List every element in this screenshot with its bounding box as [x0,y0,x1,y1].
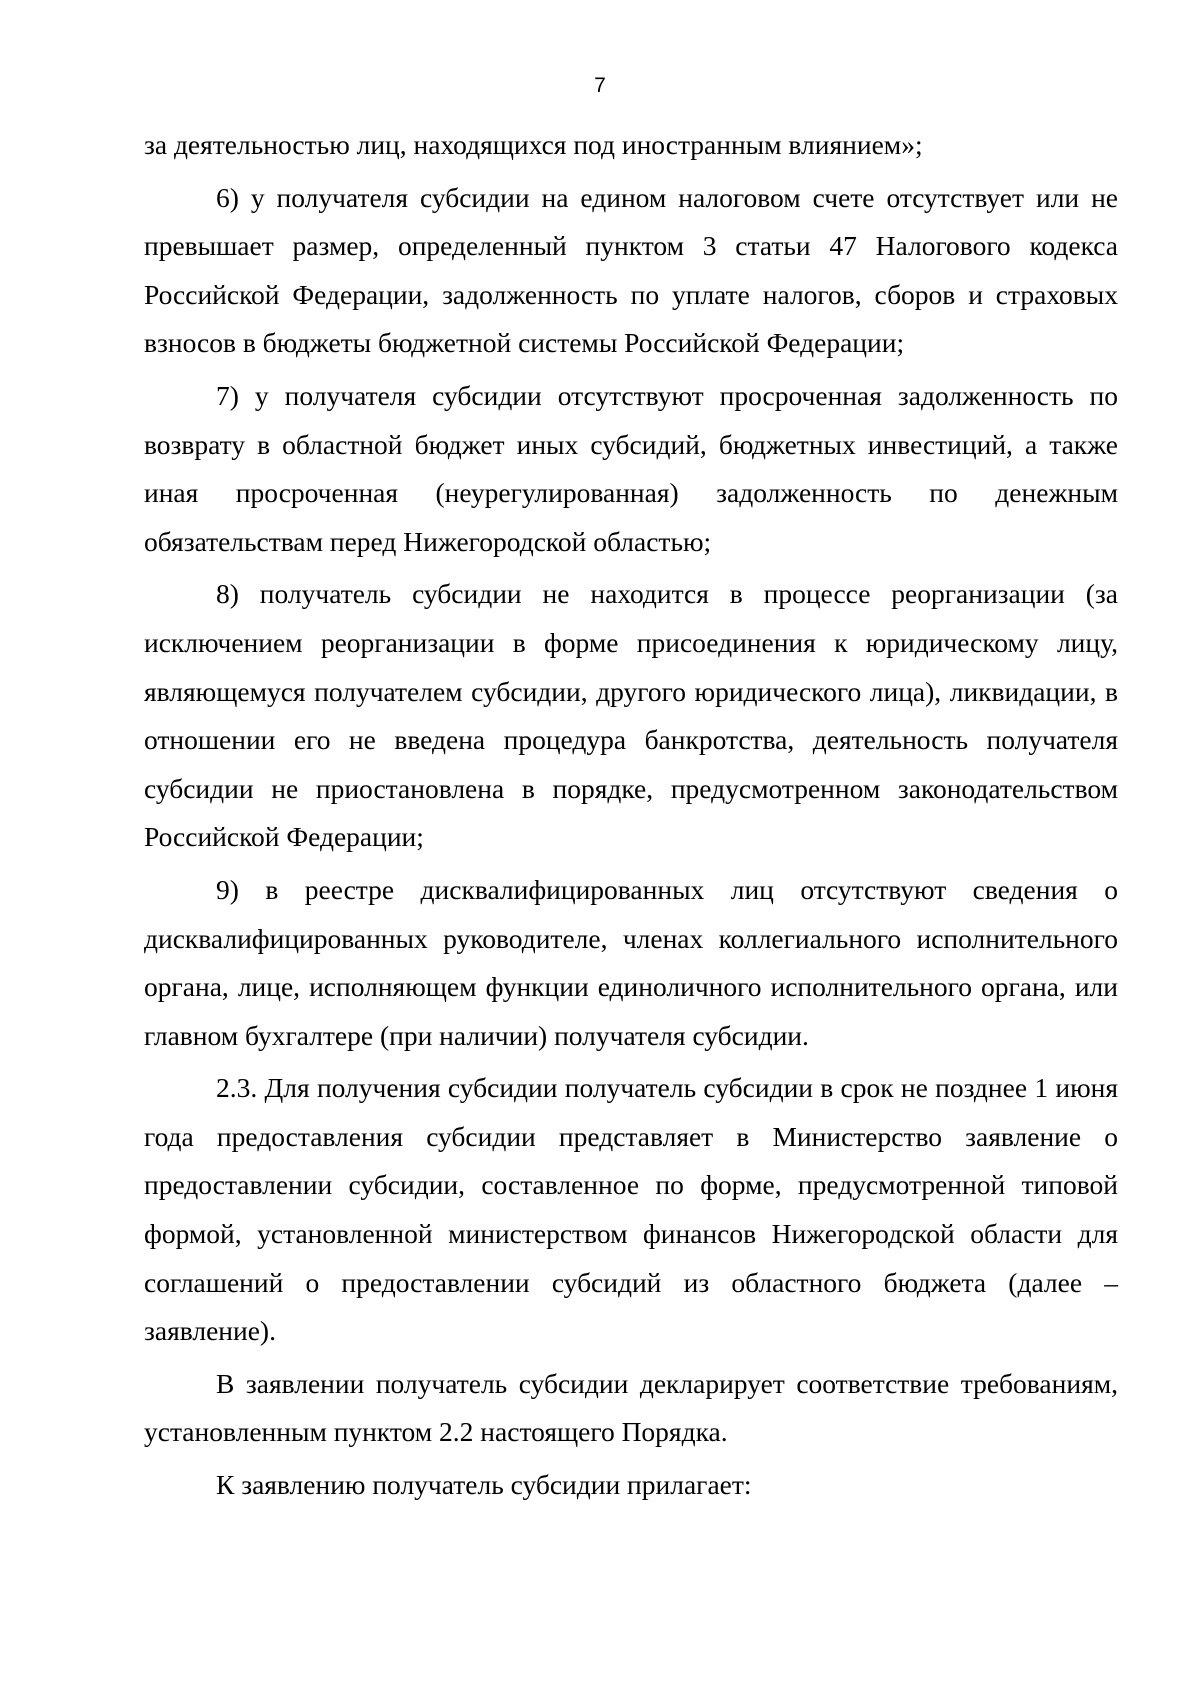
paragraph-attachments: К заявлению получатель субсидии прилагает: [216,1469,752,1501]
paragraph-item-9: 9) в реестре дисквалифицированных лиц отсутствуют сведения о дисквалифицированных руководителе, членах коллегиального исполнительного органа, лице, исполняющем функции единоличного исполнительного органа, или главном бухгалтере (при наличии) получателя субсидии. [144,873,1118,1051]
paragraph-declaration: В заявлении получатель субсидии декларирует соответствие требованиям, установленным пунктом 2.2 настоящего Порядка. [144,1367,1118,1448]
paragraph-item-8: 8) получатель субсидии не находится в процессе реорганизации (за исключением реорганизации в форме присоединения к юридическому лицу, являющемуся получателем субсидии, другого юридического лица), ликвидации, в отношении его не введена процедура банкротства, деятельность получателя субсидии не приостановлена в порядке, предусмотренном законодательством Российской Федерации; [144,578,1118,853]
paragraph-item-6: 6) у получателя субсидии на едином налоговом счете отсутствует или не превышает размер, определенный пунктом 3 статьи 47 Налогового кодекса Российской Федерации, задолженность по уплате налогов, сборов и страховых взносов в бюджеты бюджетной системы Российской Федерации; [144,181,1118,359]
paragraph-section-2-3: 2.3. Для получения субсидии получатель субсидии в срок не позднее 1 июня года предоставления субсидии представляет в Министерство заявление о предоставлении субсидии, составленное по форме, предусмотренной типовой формой, установленной министерством финансов Нижегородской области для соглашений о предоставлении субсидий из областного бюджета (далее – заявление). [144,1072,1118,1347]
paragraph-continuation: за деятельностью лиц, находящихся под иностранным влиянием»; [144,129,923,160]
paragraph-item-7: 7) у получателя субсидии отсутствуют просроченная задолженность по возврату в областной бюджет иных субсидий, бюджетных инвестиций, а также иная просроченная (неурегулированная) задолженность по денежным обязательствам перед Нижегородской областью; [144,379,1118,557]
page-number: 7 [594,74,606,97]
document-body [144,121,1118,1510]
